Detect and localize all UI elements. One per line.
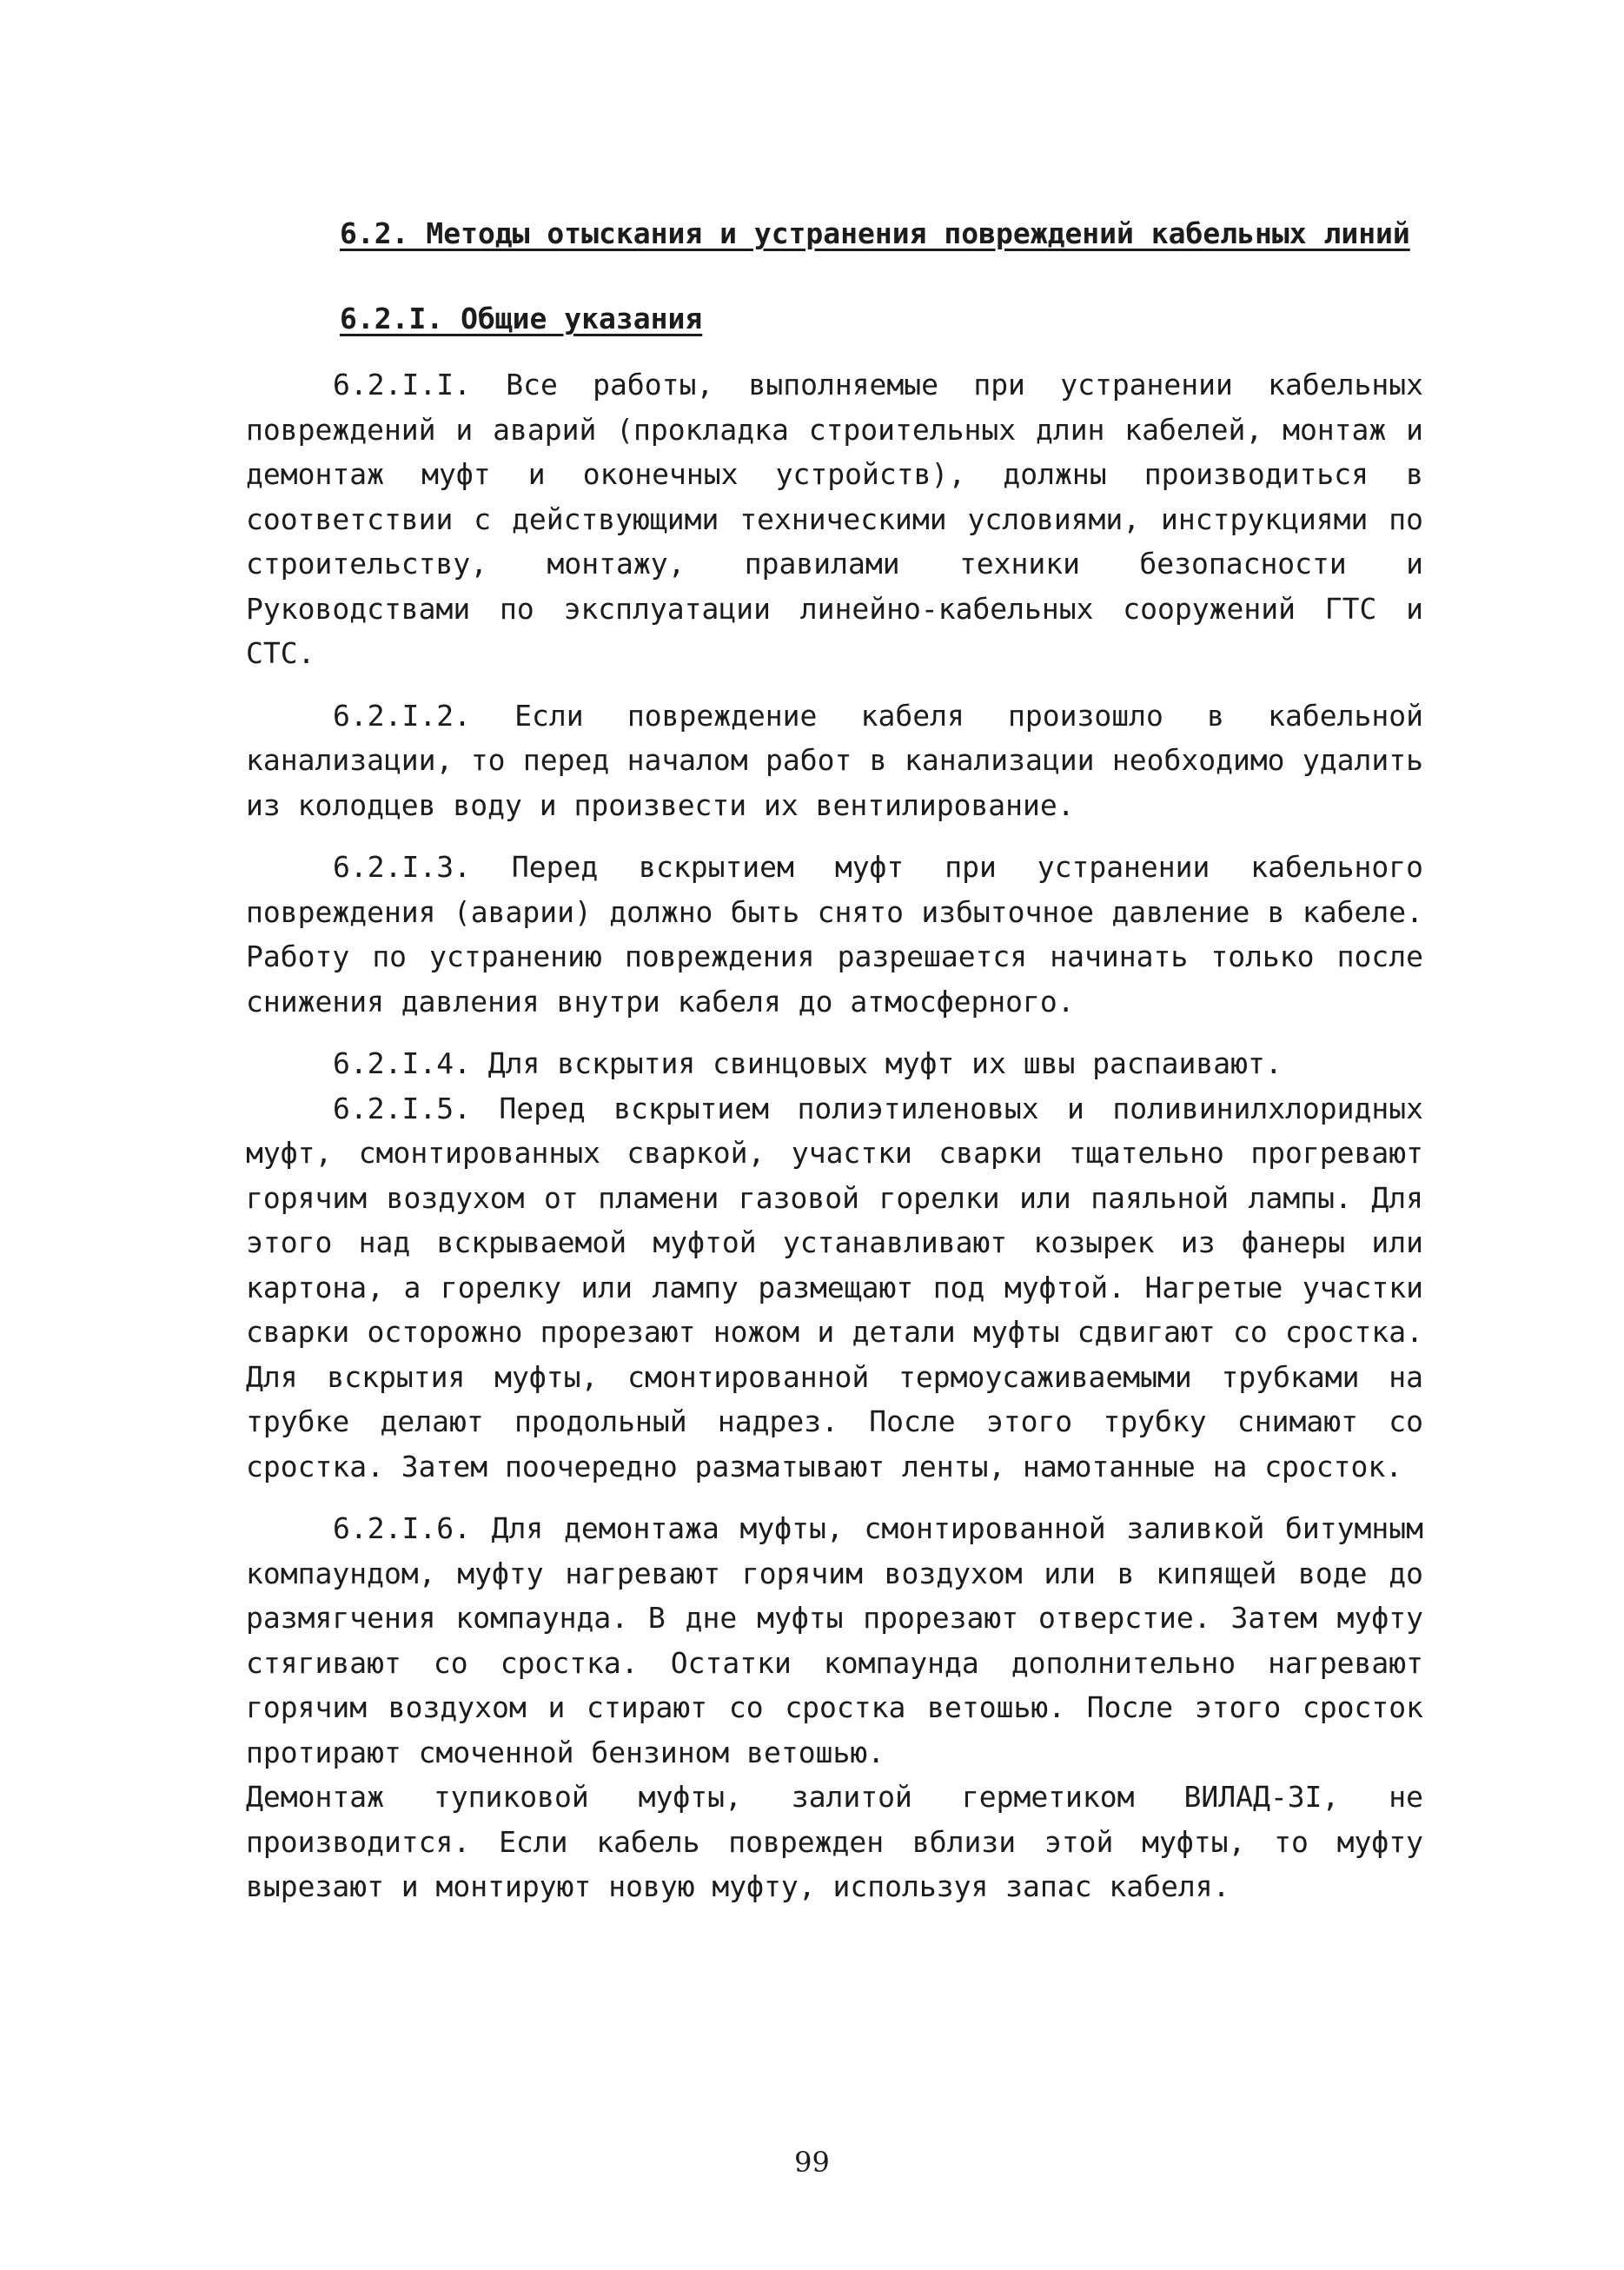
- paragraph-6-2-1-4: 6.2.I.4. Для вскрытия свинцовых муфт их швы распаивают.: [333, 1046, 1283, 1080]
- paragraph-6-2-1-5: 6.2.I.5. Перед вскрытием полиэтиленовых и поливинилхлоридных муфт, смонтированных сваркой, участки сварки тщательно прогревают горячим воздухом от пламени газовой горелки или паяльной лампы. Для этого над вскрываемой муфтой устанавливают козырек из фанеры или картона, а горелку или лампу размещают под муфтой. Нагретые участки сварки осторожно прорезают ножом и детали муфты сдвигают со сростка. Для вскрытия муфты, смонтированной термоусаживаемыми трубками на трубке делают продольный надрез. После этого трубку снимают со сростка. Затем поочередно разматывают ленты, намотанные на сросток.: [246, 1091, 1423, 1483]
- page-number: 99: [794, 2146, 830, 2179]
- paragraph-6-2-1-2: 6.2.I.2. Если повреждение кабеля произошло в кабельной канализации, то перед началом работ в канализации необходимо удалить из колодцев воду и произвести их вентилирование.: [246, 698, 1423, 822]
- page-content: [246, 213, 1423, 1909]
- subsection-heading: 6.2.I. Общие указания: [340, 302, 703, 335]
- paragraph-6-2-1-1: 6.2.I.I. Все работы, выполняемые при устранении кабельных повреждений и аварий (прокладка строительных длин кабелей, монтаж и демонтаж муфт и оконечных устройств), должны производиться в соответствии с действующими техническими условиями, инструкциями по строительству, монтажу, правилами техники безопасности и Руководствами по эксплуатации линейно-кабельных сооружений ГТС и СТС.: [246, 368, 1423, 670]
- paragraph-6-2-1-3: 6.2.I.3. Перед вскрытием муфт при устранении кабельного повреждения (аварии) должно быть снято избыточное давление в кабеле. Работу по устранению повреждения разрешается начинать только после снижения давления внутри кабеля до атмосферного.: [246, 850, 1423, 1019]
- paragraph-dead-end-sleeve: Демонтаж тупиковой муфты, залитой герметиком ВИЛАД-3I, не производится. Если кабель поврежден вблизи этой муфты, то муфту вырезают и монтируют новую муфту, используя запас кабеля.: [246, 1780, 1423, 1903]
- paragraph-6-2-1-6: 6.2.I.6. Для демонтажа муфты, смонтированной заливкой битумным компаундом, муфту нагревают горячим воздухом или в кипящей воде до размягчения компаунда. В дне муфты прорезают отверстие. Затем муфту стягивают со сростка. Остатки компаунда дополнительно нагревают горячим воздухом и стирают со сростка ветошью. После этого сросток протирают смоченной бензином ветошью.: [246, 1511, 1423, 1769]
- section-heading: 6.2. Методы отыскания и устранения повреждений кабельных линий: [340, 216, 1410, 250]
